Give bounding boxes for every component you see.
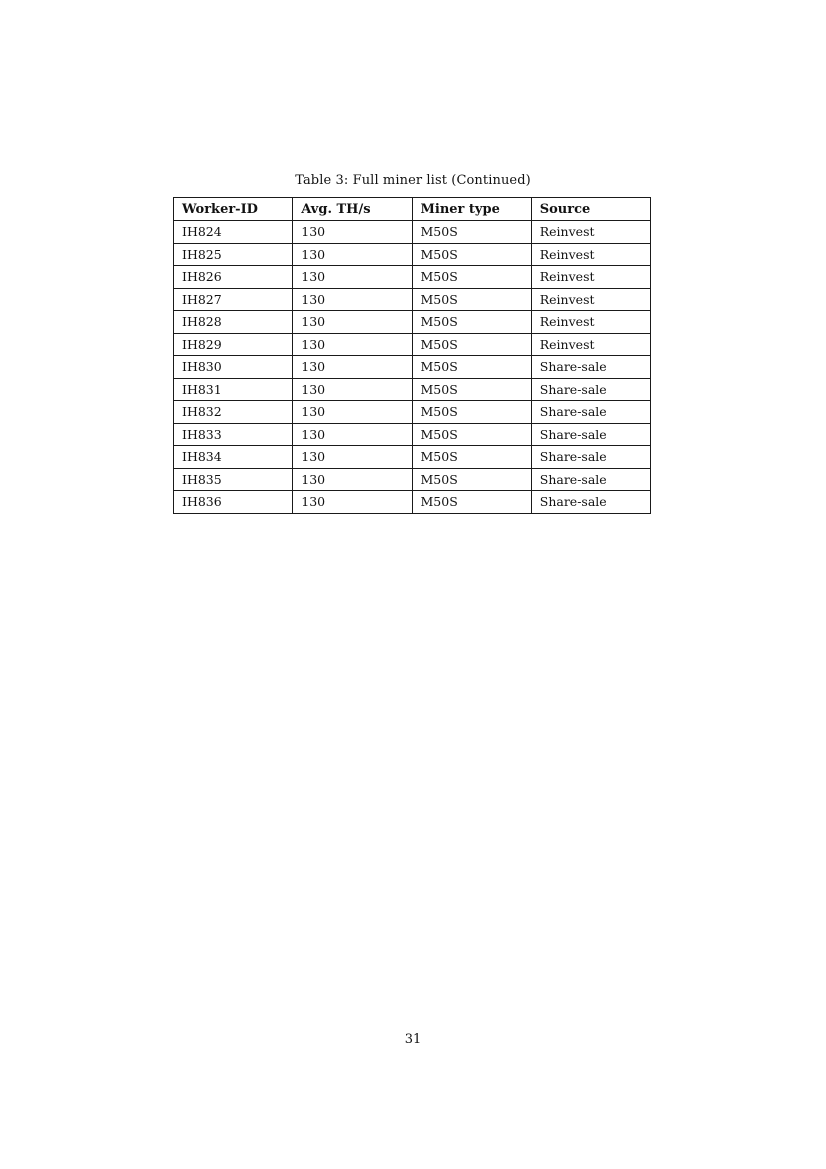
- cell-worker-id: IH826: [174, 266, 293, 289]
- cell-miner-type: M50S: [412, 266, 531, 289]
- table-row: [174, 401, 651, 424]
- cell-source: Share-sale: [531, 356, 650, 379]
- cell-worker-id: IH830: [174, 356, 293, 379]
- column-header-avg-ths: Avg. TH/s: [293, 198, 412, 221]
- cell-worker-id: IH824: [174, 221, 293, 244]
- cell-avg-ths: 130: [293, 221, 412, 244]
- cell-avg-ths: 130: [293, 468, 412, 491]
- cell-worker-id: IH833: [174, 423, 293, 446]
- table-header-row: [174, 198, 651, 221]
- cell-worker-id: IH829: [174, 333, 293, 356]
- table-row: [174, 333, 651, 356]
- cell-avg-ths: 130: [293, 266, 412, 289]
- cell-source: Share-sale: [531, 423, 650, 446]
- cell-source: Reinvest: [531, 243, 650, 266]
- cell-miner-type: M50S: [412, 423, 531, 446]
- column-header-miner-type: Miner type: [412, 198, 531, 221]
- cell-source: Reinvest: [531, 333, 650, 356]
- table-row: [174, 356, 651, 379]
- table-row: [174, 288, 651, 311]
- table-row: [174, 311, 651, 334]
- cell-avg-ths: 130: [293, 311, 412, 334]
- cell-avg-ths: 130: [293, 288, 412, 311]
- cell-miner-type: M50S: [412, 288, 531, 311]
- table-row: [174, 491, 651, 514]
- cell-avg-ths: 130: [293, 446, 412, 469]
- cell-worker-id: IH835: [174, 468, 293, 491]
- cell-source: Share-sale: [531, 491, 650, 514]
- cell-miner-type: M50S: [412, 446, 531, 469]
- cell-avg-ths: 130: [293, 401, 412, 424]
- column-header-source: Source: [531, 198, 650, 221]
- cell-miner-type: M50S: [412, 378, 531, 401]
- cell-source: Share-sale: [531, 468, 650, 491]
- table-row: [174, 266, 651, 289]
- cell-avg-ths: 130: [293, 356, 412, 379]
- cell-miner-type: M50S: [412, 243, 531, 266]
- cell-avg-ths: 130: [293, 491, 412, 514]
- table-row: [174, 378, 651, 401]
- cell-worker-id: IH832: [174, 401, 293, 424]
- cell-avg-ths: 130: [293, 243, 412, 266]
- page-number: 31: [404, 1032, 422, 1047]
- table-row: [174, 423, 651, 446]
- table-caption: Table 3: Full miner list (Continued): [295, 173, 531, 188]
- cell-worker-id: IH828: [174, 311, 293, 334]
- column-header-worker-id: Worker-ID: [174, 198, 293, 221]
- cell-miner-type: M50S: [412, 221, 531, 244]
- cell-miner-type: M50S: [412, 491, 531, 514]
- miner-table: [173, 197, 651, 514]
- table-body: [174, 221, 651, 514]
- cell-worker-id: IH836: [174, 491, 293, 514]
- cell-miner-type: M50S: [412, 356, 531, 379]
- cell-avg-ths: 130: [293, 333, 412, 356]
- cell-avg-ths: 130: [293, 378, 412, 401]
- cell-source: Share-sale: [531, 401, 650, 424]
- table-row: [174, 468, 651, 491]
- table-row: [174, 243, 651, 266]
- cell-source: Share-sale: [531, 378, 650, 401]
- cell-source: Share-sale: [531, 446, 650, 469]
- cell-miner-type: M50S: [412, 311, 531, 334]
- cell-source: Reinvest: [531, 288, 650, 311]
- cell-worker-id: IH827: [174, 288, 293, 311]
- cell-source: Reinvest: [531, 311, 650, 334]
- cell-miner-type: M50S: [412, 468, 531, 491]
- cell-miner-type: M50S: [412, 401, 531, 424]
- cell-miner-type: M50S: [412, 333, 531, 356]
- cell-worker-id: IH825: [174, 243, 293, 266]
- table-row: [174, 446, 651, 469]
- cell-worker-id: IH834: [174, 446, 293, 469]
- cell-source: Reinvest: [531, 266, 650, 289]
- cell-avg-ths: 130: [293, 423, 412, 446]
- table-row: [174, 221, 651, 244]
- cell-worker-id: IH831: [174, 378, 293, 401]
- cell-source: Reinvest: [531, 221, 650, 244]
